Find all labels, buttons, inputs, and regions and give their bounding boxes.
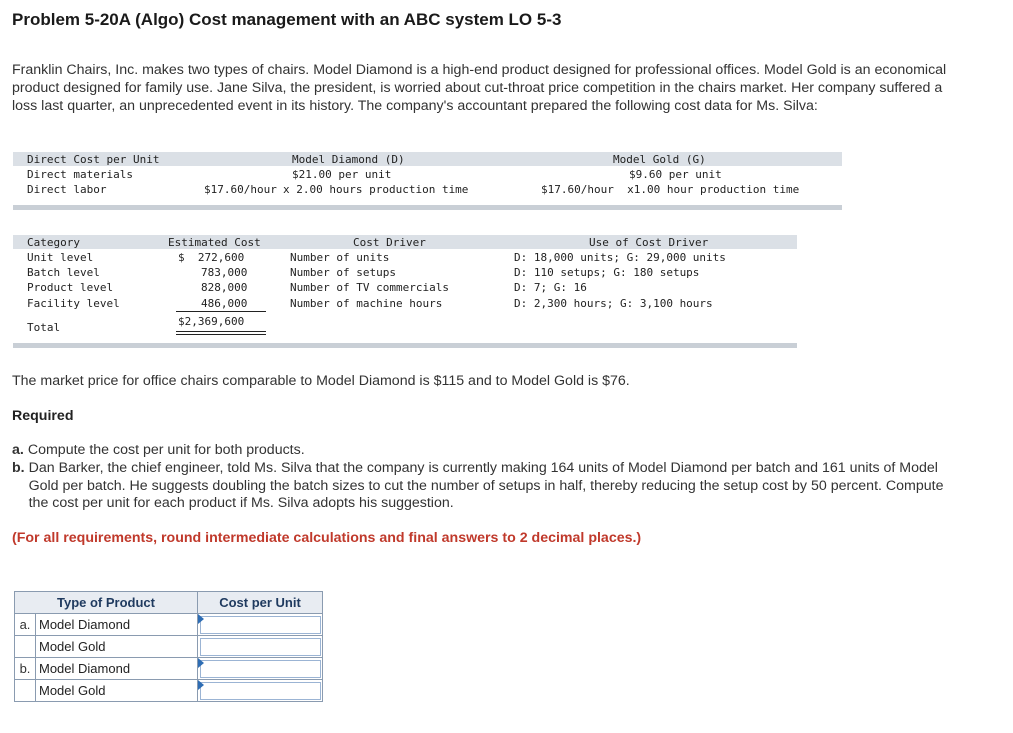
answer-row-label xyxy=(15,636,36,658)
overhead-bottom-bar xyxy=(13,343,797,348)
requirements-list xyxy=(12,442,962,513)
overhead-driver: Number of setups xyxy=(290,266,396,279)
total-double-underline-2 xyxy=(176,334,266,335)
answer-cell[interactable] xyxy=(198,614,323,636)
answer-row-product: Model Gold xyxy=(36,680,198,702)
answer-row-label: a. xyxy=(15,614,36,636)
answer-table xyxy=(14,591,323,702)
col-use-of-driver: Use of Cost Driver xyxy=(589,236,709,249)
input-marker-icon xyxy=(198,658,204,668)
diamond-labor-rate: $17.60/hour xyxy=(204,183,277,196)
cost-per-unit-input-a-diamond[interactable] xyxy=(198,614,326,635)
gold-header: Model Gold (G) xyxy=(613,153,706,166)
overhead-use: D: 18,000 units; G: 29,000 units xyxy=(514,251,726,264)
answer-row xyxy=(15,680,323,702)
requirement-label: b. xyxy=(12,459,25,476)
answer-row-product: Model Diamond xyxy=(36,658,198,680)
overhead-estimated: 783,000 xyxy=(201,266,248,279)
answer-header-row xyxy=(15,592,323,614)
answer-row-product: Model Diamond xyxy=(36,614,198,636)
total-label: Total xyxy=(27,321,61,334)
col-type-of-product: Type of Product xyxy=(15,592,198,614)
answer-row-label xyxy=(15,680,36,702)
overhead-estimated: $ 272,600 xyxy=(178,251,245,264)
overhead-category: Product level xyxy=(27,281,114,294)
overhead-use: D: 7; G: 16 xyxy=(514,281,587,294)
col-cost-driver: Cost Driver xyxy=(353,236,426,249)
input-marker-icon xyxy=(198,614,204,624)
col-cost-per-unit: Cost per Unit xyxy=(198,592,323,614)
total-value: $2,369,600 xyxy=(178,315,245,328)
answer-row-product: Model Gold xyxy=(36,636,198,658)
requirement-b xyxy=(12,460,962,513)
answer-row xyxy=(15,614,323,636)
direct-cost-bottom-bar xyxy=(13,205,842,210)
answer-row xyxy=(15,636,323,658)
overhead-use: D: 110 setups; G: 180 setups xyxy=(514,266,700,279)
diamond-materials: $21.00 per unit xyxy=(292,168,392,181)
col-category: Category xyxy=(27,236,80,249)
requirement-text: Dan Barker, the chief engineer, told Ms. Silva that the company is currently making 164 units of Model Diamond per batch and 161 units of Model Gold per batch. He suggests doubling the batch sizes to cut the number of setups in half, thereby reducing the setup cost by 50 percent. Compute the cost per unit for each product if Ms. Silva adopts his suggestion. xyxy=(28,459,944,512)
gold-materials: $9.60 per unit xyxy=(629,168,722,181)
overhead-estimated: 486,000 xyxy=(201,297,248,310)
cost-per-unit-input-b-gold[interactable] xyxy=(198,680,326,701)
answer-cell[interactable] xyxy=(198,658,323,680)
cost-per-unit-input-b-diamond[interactable] xyxy=(198,658,326,679)
col-estimated-cost: Estimated Cost xyxy=(168,236,261,249)
answer-cell[interactable] xyxy=(198,636,323,658)
requirement-text: Compute the cost per unit for both products. xyxy=(27,442,305,458)
diamond-labor-hours: x 2.00 hours production time xyxy=(283,183,469,196)
input-marker-icon xyxy=(198,680,204,690)
overhead-driver: Number of TV commercials xyxy=(290,281,449,294)
subtotal-underline xyxy=(176,311,266,312)
direct-cost-label: Direct Cost per Unit xyxy=(27,153,160,166)
overhead-category: Unit level xyxy=(27,251,94,264)
requirement-label: a. xyxy=(12,442,24,458)
overhead-driver: Number of machine hours xyxy=(290,297,443,310)
answer-row xyxy=(15,658,323,680)
direct-labor-label: Direct labor xyxy=(27,183,107,196)
gold-labor: $17.60/hour x1.00 hour production time xyxy=(541,183,800,196)
intro-paragraph: Franklin Chairs, Inc. makes two types of chairs. Model Diamond is a high-end product designed for professional offices. Model Gold is an economical product designed for family use. Jane Silva, the president, is worried about cut-throat price competition in the chairs market. Her company suffered a loss last quarter, an unprecedented event in its history. The company's accountant prepared the following cost data for Ms. Silva: xyxy=(12,62,947,114)
overhead-estimated: 828,000 xyxy=(201,281,248,294)
overhead-category: Facility level xyxy=(27,297,120,310)
diamond-header: Model Diamond (D) xyxy=(292,153,405,166)
overhead-use: D: 2,300 hours; G: 3,100 hours xyxy=(514,297,713,310)
total-double-underline-1 xyxy=(176,331,266,332)
answer-row-label: b. xyxy=(15,658,36,680)
overhead-category: Batch level xyxy=(27,266,100,279)
cost-per-unit-input-a-gold[interactable] xyxy=(198,636,326,657)
market-price-text: The market price for office chairs comparable to Model Diamond is $115 and to Model Gold is $76. xyxy=(12,373,630,389)
overhead-driver: Number of units xyxy=(290,251,390,264)
required-heading: Required xyxy=(12,408,74,424)
page-title: Problem 5-20A (Algo) Cost management with an ABC system LO 5-3 xyxy=(12,10,562,29)
requirement-a xyxy=(12,442,962,460)
answer-cell[interactable] xyxy=(198,680,323,702)
direct-materials-label: Direct materials xyxy=(27,168,133,181)
rounding-note: (For all requirements, round intermediate calculations and final answers to 2 decimal places.) xyxy=(12,530,642,546)
